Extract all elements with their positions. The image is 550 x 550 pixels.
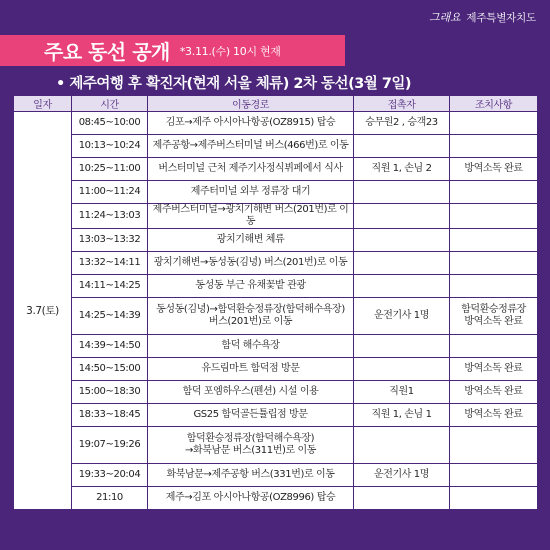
jeju-logo [429, 9, 536, 25]
time-cell: 19:07~19:26 [72, 427, 148, 464]
table-header-row [14, 96, 538, 112]
action-cell [450, 252, 538, 275]
logo-mark: 그래요 [429, 11, 461, 24]
action-cell [450, 487, 538, 510]
action-cell [450, 112, 538, 135]
contact-cell: 승무원2 , 승객23 [354, 112, 450, 135]
route-cell: 버스터미널 근처 제주기사정식뷔페에서 식사 [148, 158, 354, 181]
header-time: 시간 [72, 96, 148, 112]
time-cell: 18:33~18:45 [72, 404, 148, 427]
contact-cell [354, 204, 450, 229]
action-cell: 방역소독 완료 [450, 358, 538, 381]
action-cell [450, 275, 538, 298]
action-cell: 방역소독 완료 [450, 381, 538, 404]
time-cell: 19:33~20:04 [72, 464, 148, 487]
table-row [14, 381, 538, 404]
route-cell: 김포→제주 아시아나항공(OZ8915) 탑승 [148, 112, 354, 135]
contact-cell [354, 252, 450, 275]
route-cell: 동성동(김녕)→함덕환승정류장(함덕해수욕장) 버스(201번)로 이동 [148, 298, 354, 335]
contact-cell [354, 358, 450, 381]
table-row [14, 427, 538, 464]
route-cell: 유드림마트 함덕점 방문 [148, 358, 354, 381]
contact-cell [354, 229, 450, 252]
table-row [14, 298, 538, 335]
section-subtitle: • 제주여행 후 확진자(현재 서울 체류) 2차 동선(3월 7일) [56, 76, 412, 92]
action-cell [450, 464, 538, 487]
action-cell [450, 427, 538, 464]
route-table [13, 95, 538, 510]
contact-cell: 운전기사 1명 [354, 298, 450, 335]
table-row [14, 487, 538, 510]
time-cell: 10:13~10:24 [72, 135, 148, 158]
action-cell: 함덕환승정류장 방역소독 완료 [450, 298, 538, 335]
contact-cell: 운전기사 1명 [354, 464, 450, 487]
table-row [14, 158, 538, 181]
table-row [14, 404, 538, 427]
date-cell: 3.7(토) [14, 112, 72, 510]
contact-cell: 직원 1, 손님 1 [354, 404, 450, 427]
contact-cell [354, 181, 450, 204]
table-row [14, 181, 538, 204]
as-of-timestamp: *3.11.(수) 10시 현재 [179, 44, 281, 58]
route-cell: 화북남문→제주공항 버스(331번)로 이동 [148, 464, 354, 487]
table-row [14, 204, 538, 229]
route-cell: 제주공항→제주버스터미널 버스(466번)로 이동 [148, 135, 354, 158]
contact-cell [354, 427, 450, 464]
time-cell: 14:50~15:00 [72, 358, 148, 381]
time-cell: 14:39~14:50 [72, 335, 148, 358]
contact-cell [354, 335, 450, 358]
time-cell: 14:25~14:39 [72, 298, 148, 335]
time-cell: 10:25~11:00 [72, 158, 148, 181]
table-row [14, 275, 538, 298]
time-cell: 11:24~13:03 [72, 204, 148, 229]
table-row [14, 229, 538, 252]
contact-cell [354, 275, 450, 298]
route-cell: GS25 함덕골든튤립점 방문 [148, 404, 354, 427]
action-cell [450, 204, 538, 229]
route-cell: 동성동 부근 유채꽃밭 관광 [148, 275, 354, 298]
logo-text: 제주특별자치도 [466, 11, 536, 24]
time-cell: 14:11~14:25 [72, 275, 148, 298]
page-title: 주요 동선 공개 [44, 40, 170, 64]
time-cell: 13:32~14:11 [72, 252, 148, 275]
action-cell [450, 335, 538, 358]
table-row [14, 335, 538, 358]
route-cell: 함덕 해수욕장 [148, 335, 354, 358]
route-cell: 제주→김포 아시아나항공(OZ8996) 탑승 [148, 487, 354, 510]
table-row [14, 112, 538, 135]
action-cell [450, 135, 538, 158]
table-row [14, 135, 538, 158]
route-cell: 제주터미널 외부 정류장 대기 [148, 181, 354, 204]
time-cell: 21:10 [72, 487, 148, 510]
contact-cell: 직원1 [354, 381, 450, 404]
contact-cell: 직원 1, 손님 2 [354, 158, 450, 181]
header-contact: 접촉자 [354, 96, 450, 112]
action-cell [450, 181, 538, 204]
route-cell: 함덕환승정류장(함덕해수욕장) →화북남문 버스(311번)로 이동 [148, 427, 354, 464]
action-cell [450, 229, 538, 252]
time-cell: 13:03~13:32 [72, 229, 148, 252]
contact-cell [354, 135, 450, 158]
header-route: 이동경로 [148, 96, 354, 112]
route-cell: 함덕 포엠하우스(펜션) 시설 이용 [148, 381, 354, 404]
route-cell: 광치기해변→동성동(김녕) 버스(201번)로 이동 [148, 252, 354, 275]
table-row [14, 252, 538, 275]
route-cell: 제주버스터미널→광치기해변 버스(201번)로 이동 [148, 204, 354, 229]
header-action: 조치사항 [450, 96, 538, 112]
table-row [14, 358, 538, 381]
time-cell: 11:00~11:24 [72, 181, 148, 204]
table-row [14, 464, 538, 487]
title-bar [0, 35, 345, 66]
table-body [14, 112, 538, 510]
header-date: 일자 [14, 96, 72, 112]
contact-cell [354, 487, 450, 510]
time-cell: 15:00~18:30 [72, 381, 148, 404]
action-cell: 방역소독 완료 [450, 404, 538, 427]
time-cell: 08:45~10:00 [72, 112, 148, 135]
route-cell: 광치기해변 체류 [148, 229, 354, 252]
action-cell: 방역소독 완료 [450, 158, 538, 181]
